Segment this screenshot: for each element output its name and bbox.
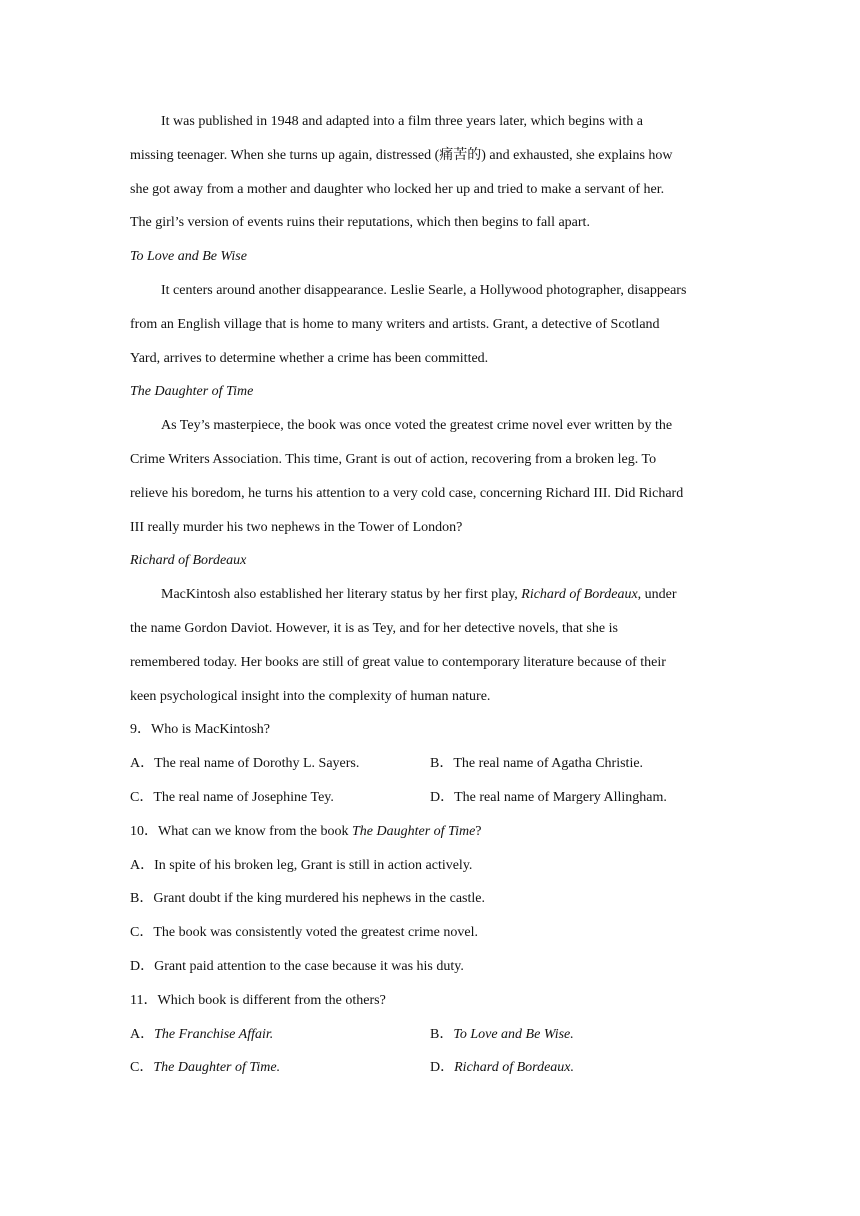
option-b: B．The real name of Agatha Christie. — [430, 756, 644, 772]
option-label: A． — [130, 1026, 155, 1042]
book-heading: Richard of Bordeaux — [130, 553, 247, 569]
passage-line: As Tey’s masterpiece, the book was once voted the greatest crime novel ever written by the — [161, 418, 673, 434]
option-label: D． — [430, 1060, 455, 1076]
question-11-options-row — [130, 1018, 730, 1052]
question-11-options-row — [130, 1051, 730, 1085]
question-9-stem: 9．Who is MacKintosh? — [130, 722, 270, 738]
option-text: The Daughter of Time. — [153, 1060, 281, 1076]
question-11-stem: 11．Which book is different from the others? — [130, 992, 386, 1008]
option-label: C． — [130, 1060, 154, 1076]
passage-line: remembered today. Her books are still of great value to contemporary literature because of their — [130, 654, 666, 670]
option-d: D．Grant paid attention to the case because it was his duty. — [130, 958, 464, 974]
passage-line: from an English village that is home to many writers and artists. Grant, a detective of Scotland — [130, 316, 660, 332]
option-a: A．In spite of his broken leg, Grant is still in action actively. — [130, 857, 473, 873]
passage-line — [130, 578, 730, 612]
passage-line: relieve his boredom, he turns his attention to a very cold case, concerning Richard III. Did Richard — [130, 485, 684, 501]
passage-line: she got away from a mother and daughter who locked her up and tried to make a servant of her. — [130, 181, 665, 197]
option-c: C．The book was consistently voted the greatest crime novel. — [130, 925, 478, 941]
option-text: To Love and Be Wise. — [453, 1026, 574, 1042]
passage-line: It was published in 1948 and adapted into a film three years later, which begins with a — [161, 114, 643, 129]
question-10-stem — [130, 815, 730, 849]
option-a — [130, 1018, 430, 1052]
book-title-inline: The Daughter of Time — [352, 823, 476, 839]
option-text: Richard of Bordeaux. — [454, 1060, 575, 1076]
document-page — [130, 105, 730, 1085]
option-text: The Franchise Affair. — [154, 1026, 274, 1042]
passage-line: missing teenager. When she turns up again, distressed (痛苦的) and exhausted, she explains how — [130, 147, 673, 163]
option-label: B． — [430, 1026, 454, 1042]
option-d: D．The real name of Margery Allingham. — [430, 789, 667, 805]
text-run: MacKintosh also established her literary status by her first play, — [161, 587, 522, 603]
passage-line: the name Gordon Daviot. However, it is as Tey, and for her detective novels, that she is — [130, 620, 618, 636]
text-run: ? — [475, 823, 482, 839]
book-heading: To Love and Be Wise — [130, 249, 247, 265]
option-c: C．The real name of Josephine Tey. — [130, 789, 334, 805]
option-b: B．Grant doubt if the king murdered his nephews in the castle. — [130, 891, 485, 907]
text-run: 10．What can we know from the book — [130, 823, 352, 839]
passage-line: The girl’s version of events ruins their reputations, which then begins to fall apart. — [130, 215, 590, 231]
option-d — [430, 1051, 730, 1085]
question-9-options-row — [130, 747, 730, 781]
book-title-inline: Richard of Bordeaux — [521, 587, 638, 603]
passage-line: Yard, arrives to determine whether a crime has been committed. — [130, 350, 489, 366]
passage-line: keen psychological insight into the complexity of human nature. — [130, 688, 491, 704]
passage-line: It centers around another disappearance. Leslie Searle, a Hollywood photographer, disappears — [161, 282, 687, 298]
question-9-options-row — [130, 781, 730, 815]
passage-line: III really murder his two nephews in the Tower of London? — [130, 519, 463, 535]
book-heading: The Daughter of Time — [130, 384, 254, 400]
passage-line: Crime Writers Association. This time, Grant is out of action, recovering from a broken leg. To — [130, 451, 657, 467]
option-b — [430, 1018, 730, 1052]
option-a: A．The real name of Dorothy L. Sayers. — [130, 756, 360, 772]
option-c — [130, 1051, 430, 1085]
text-run: , under — [637, 587, 677, 603]
